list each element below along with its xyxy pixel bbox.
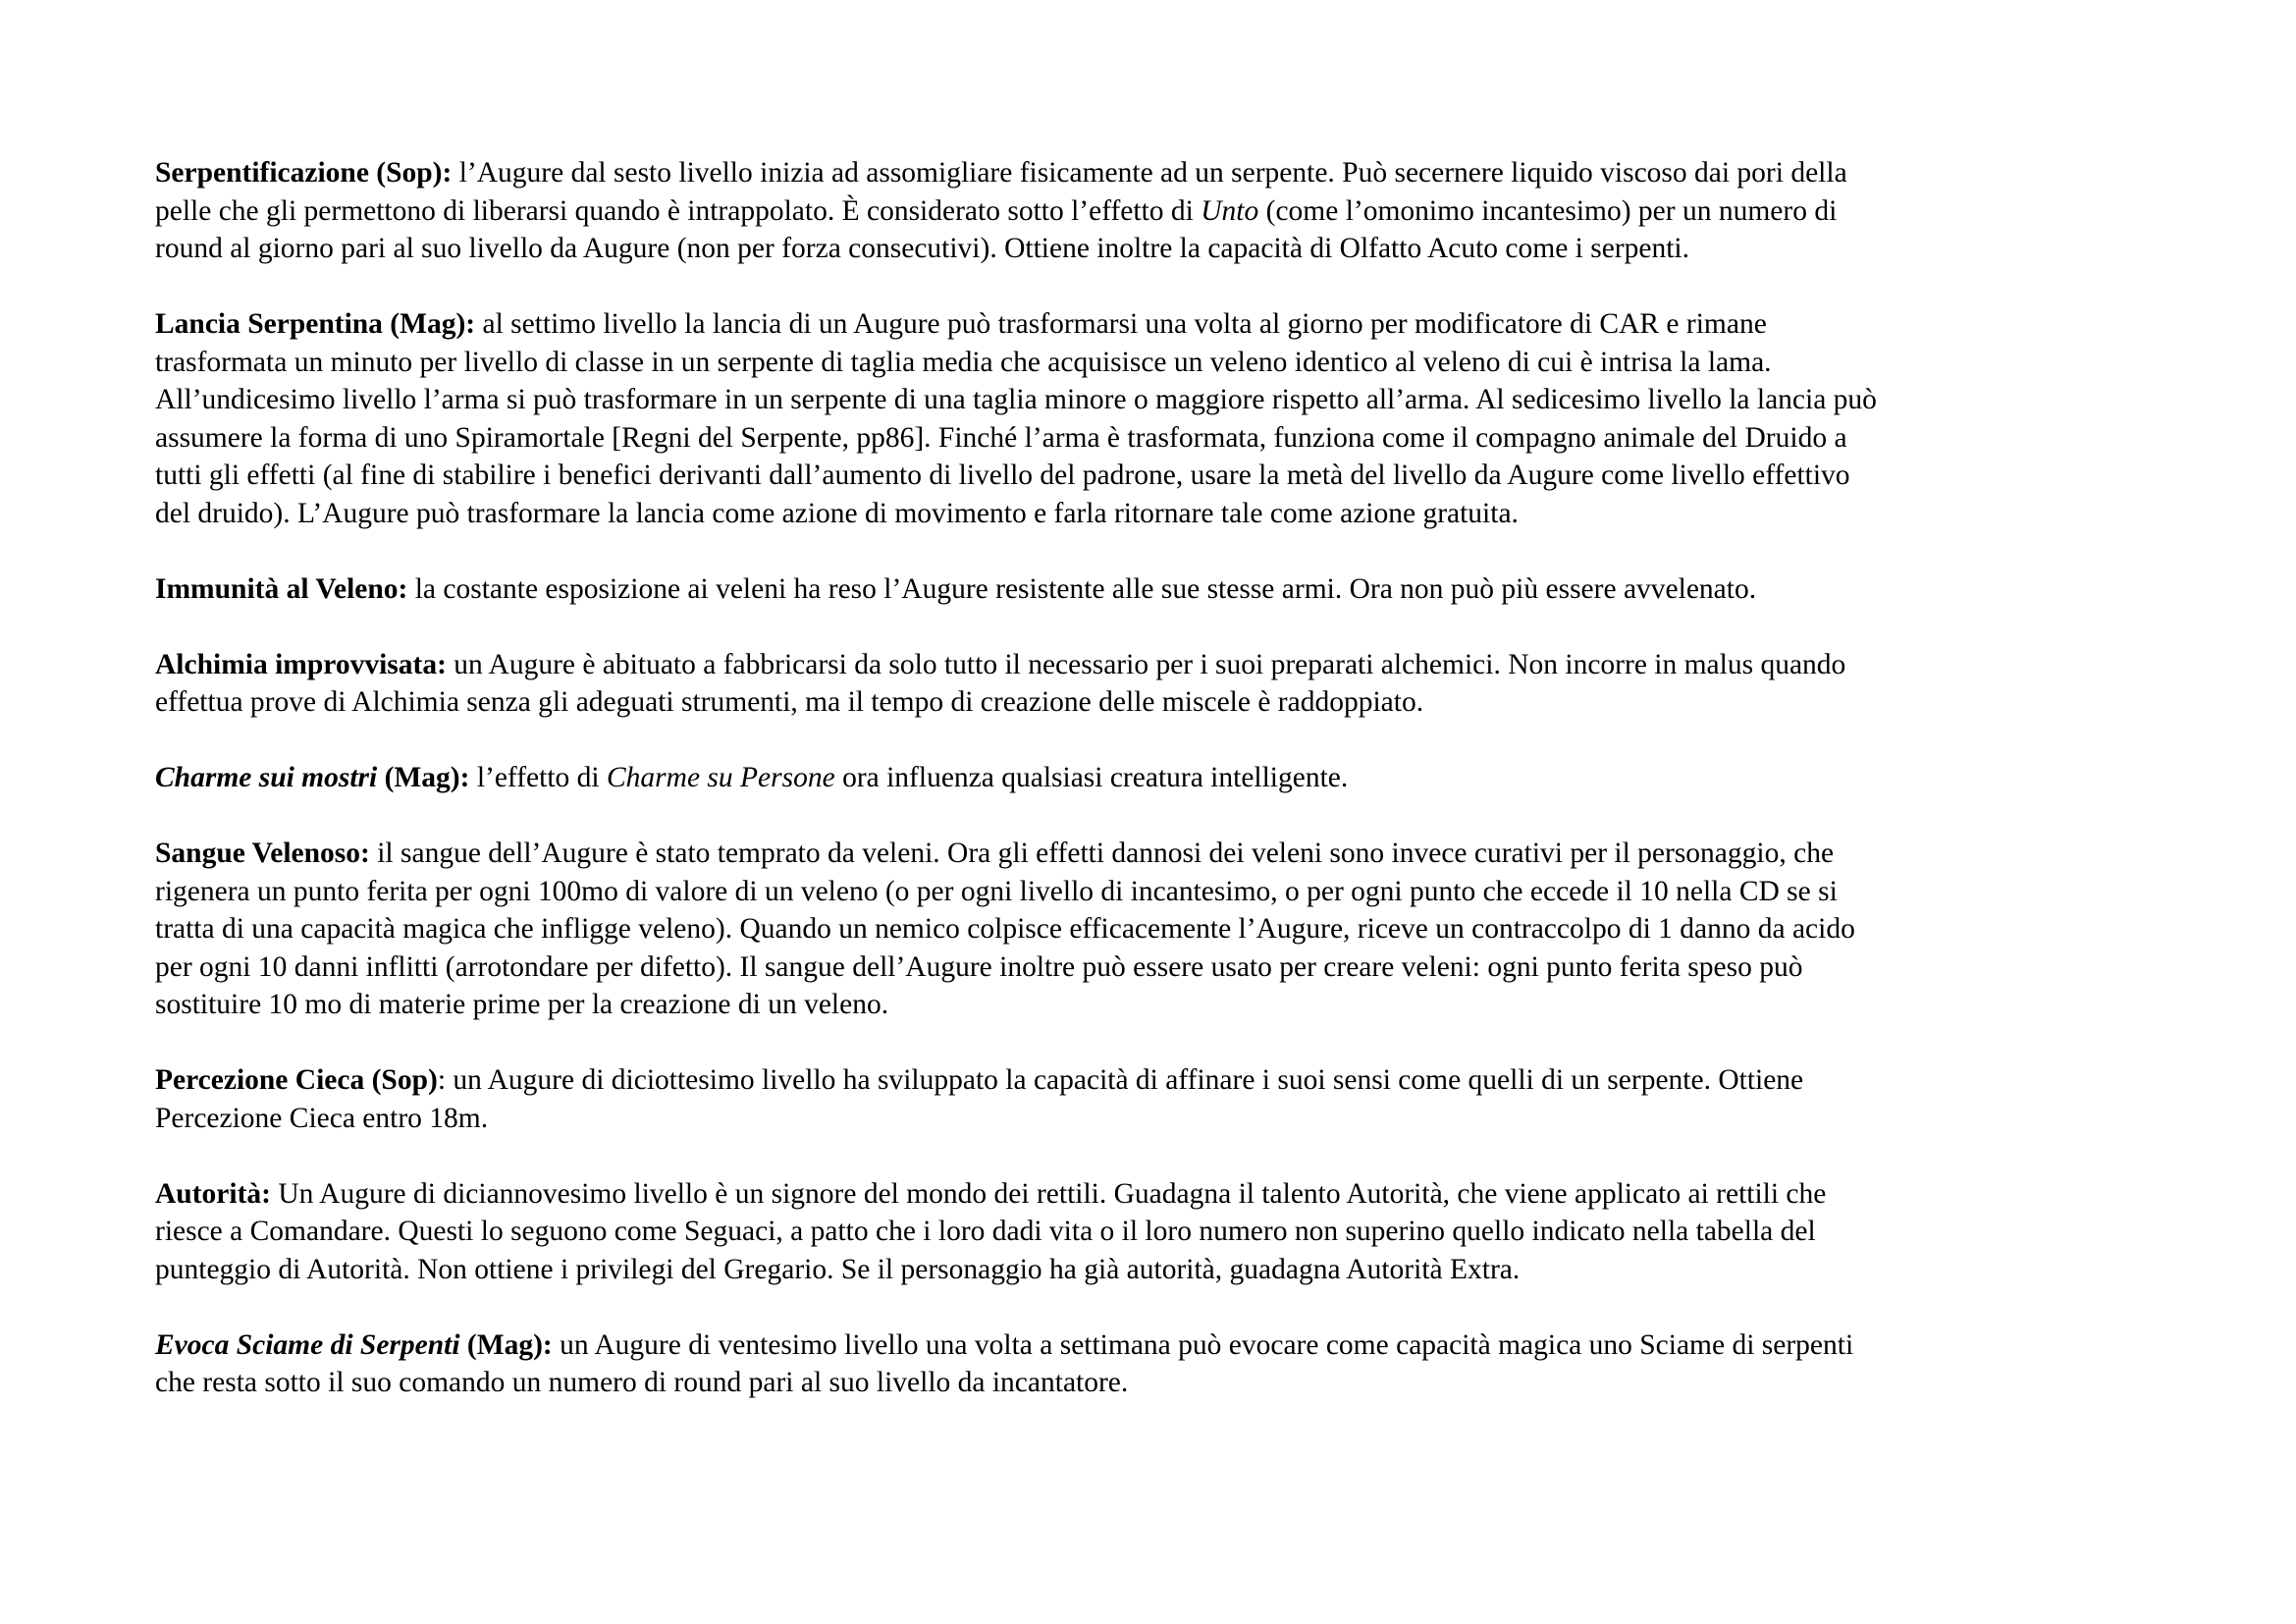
- paragraph-text: ora influenza qualsiasi creatura intelligente.: [834, 762, 1349, 793]
- paragraph-text: il sangue dell’Augure è stato temprato da veleni. Ora gli effetti dannosi dei veleni sono invece curativi per il personaggio, che rigenera un punto ferita per ogni 100mo di valore di un veleno (o per ogni livello di incantesimo, o per ogni punto che eccede il 10 nella CD se si tratta di una capacità magica che infligge veleno). Quando un nemico colpisce efficacemente l’Augure, riceve un contraccolpo di 1 danno da acido per ogni 10 danni inflitti (arrotondare per difetto). Il sangue dell’Augure inoltre può essere usato per creare veleni: ogni punto ferita speso può sostituire 10 mo di materie prime per la creazione di un veleno.: [155, 838, 1855, 1020]
- paragraph-heading: Immunità al Veleno:: [155, 572, 408, 605]
- paragraph-heading: Percezione Cieca (Sop): [155, 1064, 438, 1096]
- paragraph-text: : un Augure di diciottesimo livello ha sviluppato la capacità di affinare i suoi sensi come quelli di un serpente. Ottiene Percezione Cieca entro 18m.: [155, 1064, 1804, 1134]
- paragraph-heading: (Mag):: [459, 1328, 553, 1361]
- paragraph-text: un Augure è abituato a fabbricarsi da solo tutto il necessario per i suoi preparati alchemici. Non incorre in malus quando effettua prove di Alchimia senza gli adeguati strumenti, ma il tempo di creazione delle miscele è raddoppiato.: [155, 648, 1846, 718]
- paragraph-text: Un Augure di diciannovesimo livello è un signore del mondo dei rettili. Guadagna il talento Autorità, che viene applicato ai rettili che riesce a Comandare. Questi lo seguono come Seguaci, a patto che i loro dadi vita o il loro numero non superino quello indicato nella tabella del punteggio di Autorità. Non ottiene i privilegi del Gregario. Se il personaggio ha già autorità, guadagna Autorità Extra.: [155, 1177, 1827, 1285]
- paragraph-text: l’Augure dal sesto livello inizia ad assomigliare fisicamente ad un serpente. Può secernere liquido viscoso dai pori della pelle che gli permettono di liberarsi quando è intrappolato. È considerato sotto l’effetto di: [155, 157, 1847, 227]
- paragraph-text: (come l’omonimo incantesimo) per un numero di round al giorno pari al suo livello da Augure (non per forza consecutivi). Ottiene inoltre la capacità di Olfatto Acuto come i serpenti.: [155, 194, 1838, 264]
- paragraph-sangue-velenoso: [155, 835, 2138, 1024]
- paragraph-text: la costante esposizione ai veleni ha reso l’Augure resistente alle sue stesse armi. Ora non può più essere avvelenato.: [407, 572, 1757, 605]
- paragraph-heading: Alchimia improvvisata:: [155, 648, 447, 680]
- paragraph-text: al settimo livello la lancia di un Augure può trasformarsi una volta al giorno per modificatore di CAR e rimane trasformata un minuto per livello di classe in un serpente di taglia media che acquisisce un veleno identico al veleno di cui è intrisa la lama. All’undicesimo livello l’arma si può trasformare in un serpente di una taglia minore o maggiore rispetto all’arma. Al sedicesimo livello la lancia può assumere la forma di uno Spiramortale [Regni del Serpente, pp86]. Finché l’arma è trasformata, funziona come il compagno animale del Druido a tutti gli effetti (al fine di stabilire i benefici derivanti dall’aumento di livello del padrone, usare la metà del livello da Augure come livello effettivo del druido). L’Augure può trasformare la lancia come azione di movimento e farla ritornare tale come azione gratuita.: [155, 308, 1877, 529]
- paragraph-text: un Augure di ventesimo livello una volta a settimana può evocare come capacità magica uno Sciame di serpenti che resta sotto il suo comando un numero di round pari al suo livello da incantatore.: [155, 1328, 1854, 1398]
- paragraph-heading: Sangue Velenoso:: [155, 838, 370, 869]
- paragraph-immunita-veleno: [155, 570, 2138, 609]
- paragraph-heading: Autorità:: [155, 1177, 271, 1210]
- paragraph-evoca-sciame: [155, 1326, 2138, 1402]
- paragraph-heading: Serpentificazione (Sop):: [155, 157, 453, 189]
- paragraph-text: Unto: [1201, 194, 1259, 227]
- paragraph-heading: Charme sui mostri: [155, 762, 378, 793]
- paragraph-heading: Evoca Sciame di Serpenti: [155, 1328, 460, 1361]
- paragraph-autorita: [155, 1175, 2138, 1289]
- paragraph-heading: (Mag):: [377, 762, 470, 793]
- paragraph-alchimia-improvvisata: [155, 646, 2138, 722]
- paragraph-serpentificazione: [155, 154, 2138, 268]
- paragraph-text: Charme su Persone: [606, 762, 835, 793]
- paragraph-lancia-serpentina: [155, 305, 2138, 532]
- paragraph-text: l’effetto di: [469, 762, 607, 793]
- paragraph-charme-sui-mostri: [155, 759, 2138, 797]
- document-body: [155, 154, 2138, 1439]
- paragraph-percezione-cieca: [155, 1061, 2138, 1137]
- paragraph-heading: Lancia Serpentina (Mag):: [155, 308, 476, 340]
